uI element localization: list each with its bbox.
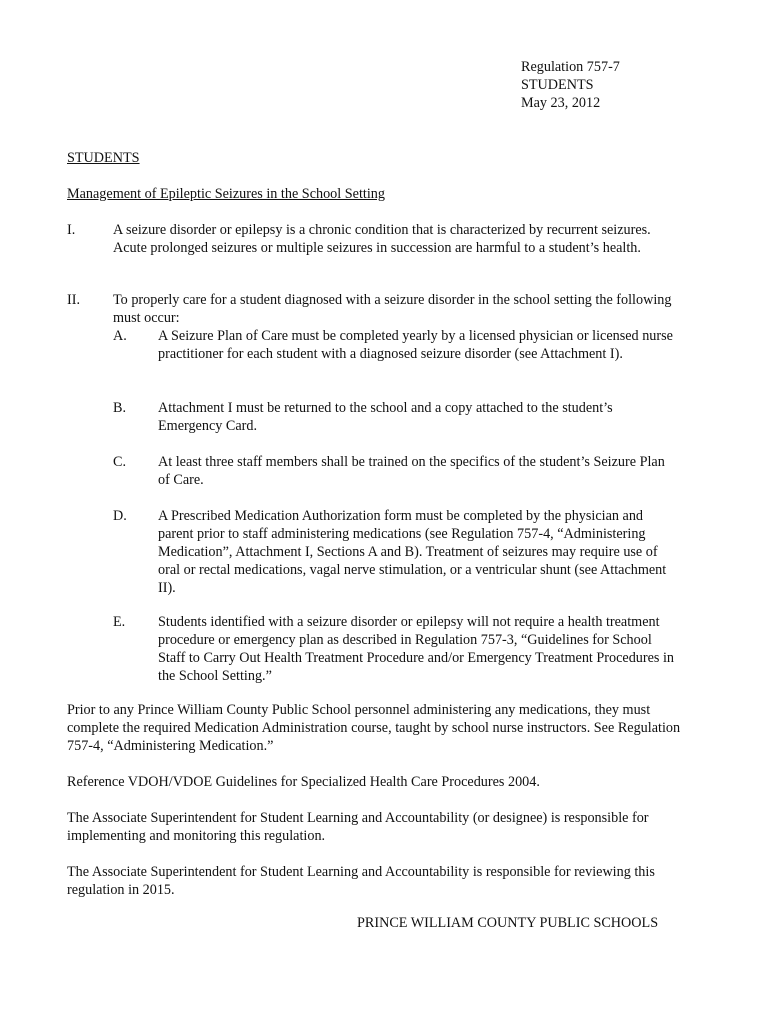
- document-title: Management of Epileptic Seizures in the School Setting: [67, 186, 385, 202]
- item-text: To properly care for a student diagnosed with a seizure disorder in the school setting the following must occur:: [113, 292, 672, 326]
- paragraph: The Associate Superintendent for Student Learning and Accountability is responsible for reviewing this regulation in 2015.: [67, 864, 655, 898]
- subitem-letter: E.: [113, 614, 126, 630]
- regulation-category: STUDENTS: [521, 77, 594, 93]
- paragraph: Prior to any Prince William County Public School personnel administering any medications, they must complete the required Medication Administration course, taught by school nurse instructors. See Regulation 757-4, “Administering Medication.”: [67, 702, 681, 754]
- subitem-letter: D.: [113, 508, 127, 524]
- item-text: A seizure disorder or epilepsy is a chronic condition that is characterized by recurrent seizures. Acute prolonged seizures or multiple seizures in succession are harmful to a student’s health.: [113, 222, 651, 256]
- item-numeral: II.: [67, 292, 80, 308]
- item-numeral: I.: [67, 222, 76, 238]
- subitem-text: Attachment I must be returned to the school and a copy attached to the student’s Emergency Card.: [158, 400, 613, 434]
- regulation-number: Regulation 757-7: [521, 59, 620, 75]
- regulation-date: May 23, 2012: [521, 95, 601, 111]
- subitem-letter: C.: [113, 454, 127, 470]
- subitem-text: A Prescribed Medication Authorization form must be completed by the physician and parent prior to staff administering medications (see Regulation 757-4, “Administering Medication”, Attachment I, Sections A and B). Treatment of seizures may require use of oral or rectal medications, vagal nerve stimulation, or a ventricular shunt (see Attachment II).: [158, 508, 667, 596]
- subitem-letter: A.: [113, 328, 127, 344]
- paragraph: The Associate Superintendent for Student Learning and Accountability (or designee) is responsible for implementing and monitoring this regulation.: [67, 810, 649, 844]
- regulation-header: [521, 58, 741, 112]
- subitem-text: Students identified with a seizure disorder or epilepsy will not require a health treatment procedure or emergency plan as described in Regulation 757-3, “Guidelines for School Staff to Carry Out Health Treatment Procedure and/or Emergency Treatment Procedures in the School Setting.”: [158, 614, 675, 684]
- paragraph: Reference VDOH/VDOE Guidelines for Specialized Health Care Procedures 2004.: [67, 774, 540, 790]
- signature-line: PRINCE WILLIAM COUNTY PUBLIC SCHOOLS: [357, 915, 659, 931]
- subitem-letter: B.: [113, 400, 127, 416]
- subitem-text: A Seizure Plan of Care must be completed yearly by a licensed physician or licensed nurse practitioner for each student with a diagnosed seizure disorder (see Attachment I).: [158, 328, 673, 362]
- subitem-text: At least three staff members shall be trained on the specifics of the student’s Seizure Plan of Care.: [158, 454, 665, 488]
- section-heading: STUDENTS: [67, 150, 140, 166]
